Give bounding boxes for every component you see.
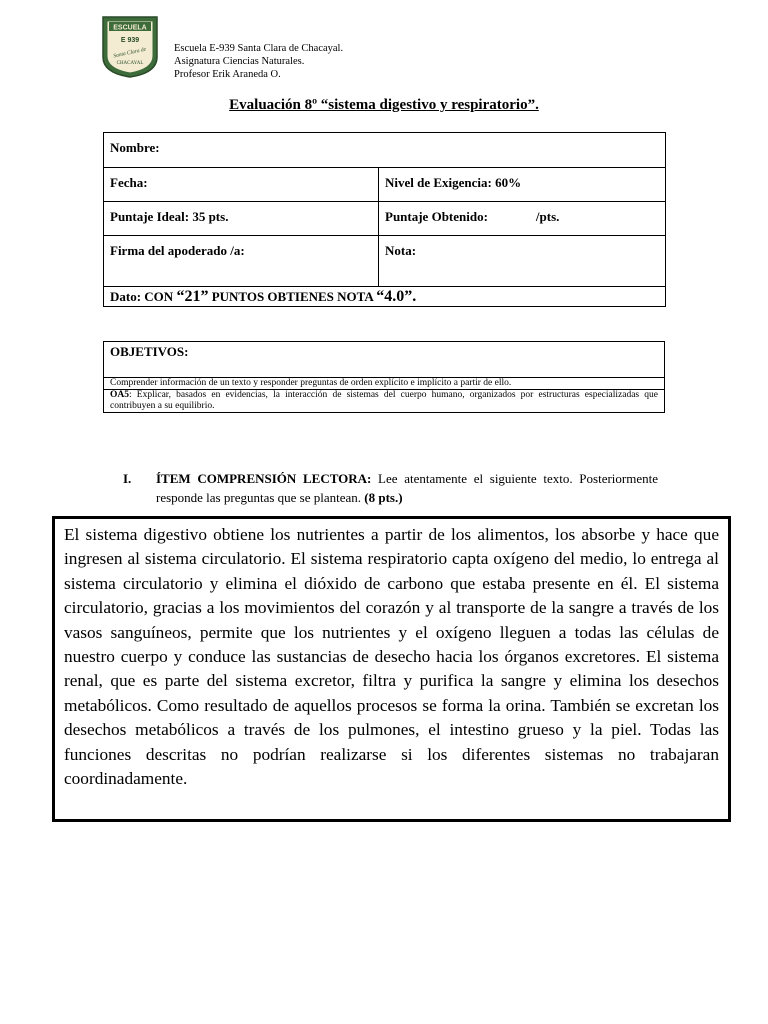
grade-field[interactable] [379, 236, 666, 287]
objectives-heading: OBJETIVOS: [104, 342, 665, 378]
svg-text:E 939: E 939 [120, 37, 140, 44]
date-label: Fecha: [110, 175, 148, 190]
student-info-table [103, 132, 666, 307]
obtained-score-suffix: /pts. [535, 209, 560, 224]
school-info [174, 42, 343, 81]
exigency-cell [379, 168, 666, 202]
obtained-score-field[interactable] [379, 202, 666, 236]
guardian-signature-label: Firma del apoderado /a: [110, 243, 245, 258]
school-name: Escuela E-939 Santa Clara de Chacayal. [174, 43, 344, 54]
evaluation-title: Evaluación 8º “sistema digestivo y respiratorio”. [229, 97, 539, 113]
grading-note-prefix: Dato: CON [110, 289, 177, 304]
item-points: (8 pts.) [364, 490, 403, 505]
grade-label: Nota: [385, 243, 417, 258]
name-field[interactable] [104, 133, 666, 168]
objective-reading: Comprender información de un texto y responder preguntas de orden explícito e implícito a partir de ello. [104, 378, 665, 390]
svg-text:CHACAYAL: CHACAYAL [116, 61, 144, 66]
item-instruction-text: Lee atentamente el siguiente texto. Posteriormente responde las preguntas que se plantean. [156, 471, 658, 505]
grading-note-points: “21” [176, 288, 209, 305]
name-label: Nombre: [110, 140, 160, 155]
grading-note-middle: PUNTOS OBTIENES NOTA [208, 289, 377, 304]
svg-text:Santa Clara de: Santa Clara de [112, 46, 147, 60]
school-logo [100, 15, 160, 79]
oa5-label: OA5 [110, 390, 129, 400]
guardian-signature-field[interactable] [104, 236, 379, 287]
svg-text:ESCUELA: ESCUELA [113, 24, 147, 32]
ideal-score-cell [104, 202, 379, 236]
date-field[interactable] [104, 168, 379, 202]
reading-passage: El sistema digestivo obtiene los nutrientes a partir de los alimentos, los absorbe y hace que ingresen al sistema circulatorio. El sistema respiratorio capta oxígeno del medio, lo entrega al sistema circulatorio y elimina el dióxido de carbono que estaba presente en él. El sistema circulatorio, gracias a los movimientos del corazón y al transporte de la sangre a través de los vasos sanguíneos, permite que los nutrientes y el oxígeno lleguen a todas las células de nuestro cuerpo y conduce las sustancias de desecho hacia los órganos excretores. El sistema renal, que es parte del sistema excretor, filtra y purifica la sangre y elimina los desechos metabólicos. Como resultado de aquellos procesos se forma la orina. También se excretan los desechos metabólicos a través de los pulmones, el intestino grueso y la piel. Todas las funciones descritas no podrían realizarse si los diferentes sistemas no trabajaran coordinadamente. [52, 516, 731, 822]
objective-oa5 [104, 390, 665, 413]
item-instructions [156, 469, 658, 507]
grading-note-grade: “4.0” [376, 288, 413, 305]
grading-note [104, 287, 666, 307]
exigency-label: Nivel de Exigencia: 60% [385, 175, 522, 190]
obtained-score-label: Puntaje Obtenido: [385, 209, 488, 224]
item-heading: ÍTEM COMPRENSIÓN LECTORA: [156, 471, 372, 486]
grading-note-end: . [412, 288, 417, 305]
item-number: I. [123, 471, 132, 486]
oa5-text: : Explicar, basados en evidencias, la interacción de sistemas del cuerpo humano, organizados por estructuras especializadas que contribuyen a su equilibrio. [110, 390, 658, 411]
teacher-name: Profesor Erik Araneda O. [174, 69, 281, 80]
objectives-table [103, 341, 665, 413]
ideal-score-label: Puntaje Ideal: 35 pts. [110, 209, 229, 224]
subject-name: Asignatura Ciencias Naturales. [174, 56, 305, 67]
